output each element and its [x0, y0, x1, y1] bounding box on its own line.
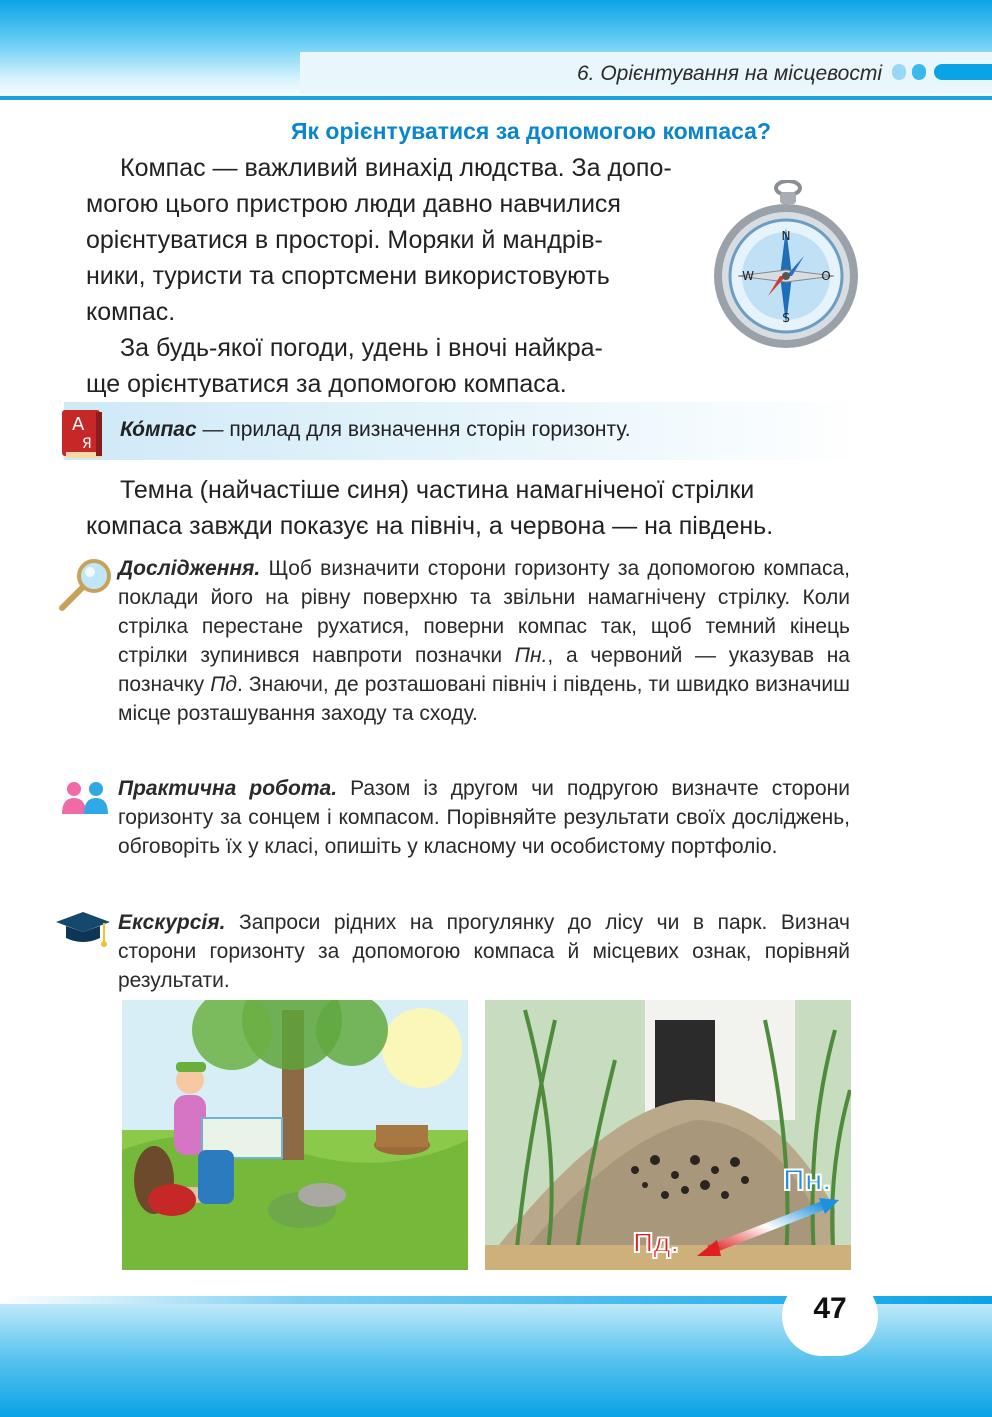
intro-line: могою цього пристрою люди давно навчилися: [86, 190, 621, 218]
practical-title: Практична робота.: [118, 777, 338, 800]
dot-2: [912, 64, 926, 80]
dict-letter-a: А: [72, 414, 85, 435]
definition-term: Ко́мпас: [120, 418, 197, 441]
forest-illustration: [122, 1000, 468, 1270]
dot-1: [892, 64, 906, 80]
mark-north: Пн.: [514, 644, 548, 667]
excursion-text: Запроси рідних на прогулянку до лісу чи в парк. Визнач сторони горизонту за допомогою компаса й місцевих ознак, порівняй результати.: [118, 911, 850, 992]
compass-illustration: [708, 180, 864, 365]
intro-line: За будь-якої погоди, удень і вночі найкра-: [120, 334, 603, 362]
anthill-photo: [485, 1000, 851, 1270]
label-north: Пн.: [783, 1164, 832, 1197]
intro-line: орієнтуватися в просторі. Моряки й мандрів-: [86, 226, 603, 254]
excursion-dot: .: [219, 911, 226, 934]
dot-3: [934, 64, 992, 80]
definition-text: — прилад для визначення сторін горизонту.: [196, 418, 631, 441]
compass-n-label: N: [781, 229, 791, 243]
mark-south: Пд: [210, 673, 238, 696]
dictionary-icon: [60, 406, 106, 465]
excursion-title: Екскурсія: [118, 911, 220, 934]
chapter-title: 6. Орієнтування на місцевості: [576, 62, 882, 85]
practical-block: [118, 774, 850, 861]
needle-line: компаса завжди показує на північ, а червона — на південь.: [86, 512, 774, 540]
intro-line: ники, туристи та спортсмени використовують: [86, 262, 610, 290]
research-text: Щоб визначити сторони горизонту за допомогою компаса, поклади його на рівну поверхню та звільни намагнічену стрілку. Коли стрілка перестане рухатися, поверни компас так, щоб темний кінець стрілки зупинився навпроти позначки: [118, 557, 850, 667]
intro-line: ще орієнтуватися за допомогою компаса.: [86, 370, 567, 398]
label-south: Пд.: [633, 1227, 679, 1258]
header-rule: [0, 96, 992, 100]
section-heading: Як орієнтуватися за допомогою компаса?: [290, 118, 772, 144]
practical-text: Разом із другом чи подругою визначте сторони горизонту за сонцем і компасом. Порівняйте результати своїх досліджень, обговоріть їх у класі, опишіть у класному чи особистому портфоліо.: [118, 777, 850, 858]
research-block: [118, 554, 850, 728]
needle-paragraph: [86, 472, 856, 544]
intro-text: [86, 150, 766, 402]
research-text-2: , а червоний — указував на позначку: [118, 644, 850, 696]
needle-line: Темна (найчастіше синя) частина намагніченої стрілки: [120, 476, 755, 504]
research-title: Дослідження.: [118, 557, 261, 580]
excursion-block: [118, 908, 850, 995]
pair-work-icon: [60, 780, 110, 821]
graduation-cap-icon: [54, 908, 112, 957]
compass-s-label: S: [782, 311, 790, 325]
compass-w-label: W: [742, 269, 754, 283]
dict-letter-ya: Я: [82, 436, 92, 452]
compass-o-label: O: [821, 269, 831, 283]
intro-line: компас.: [86, 298, 176, 326]
running-header: [300, 52, 992, 94]
research-text-3: . Знаючи, де розташовані північ і південь, ти швидко визначиш місце розташування заходу та сходу.: [118, 673, 850, 725]
page-number: 47: [813, 1292, 847, 1325]
definition: [120, 418, 631, 442]
magnifier-icon: [56, 558, 114, 619]
intro-line: Компас — важливий винахід людства. За допо-: [120, 154, 672, 182]
